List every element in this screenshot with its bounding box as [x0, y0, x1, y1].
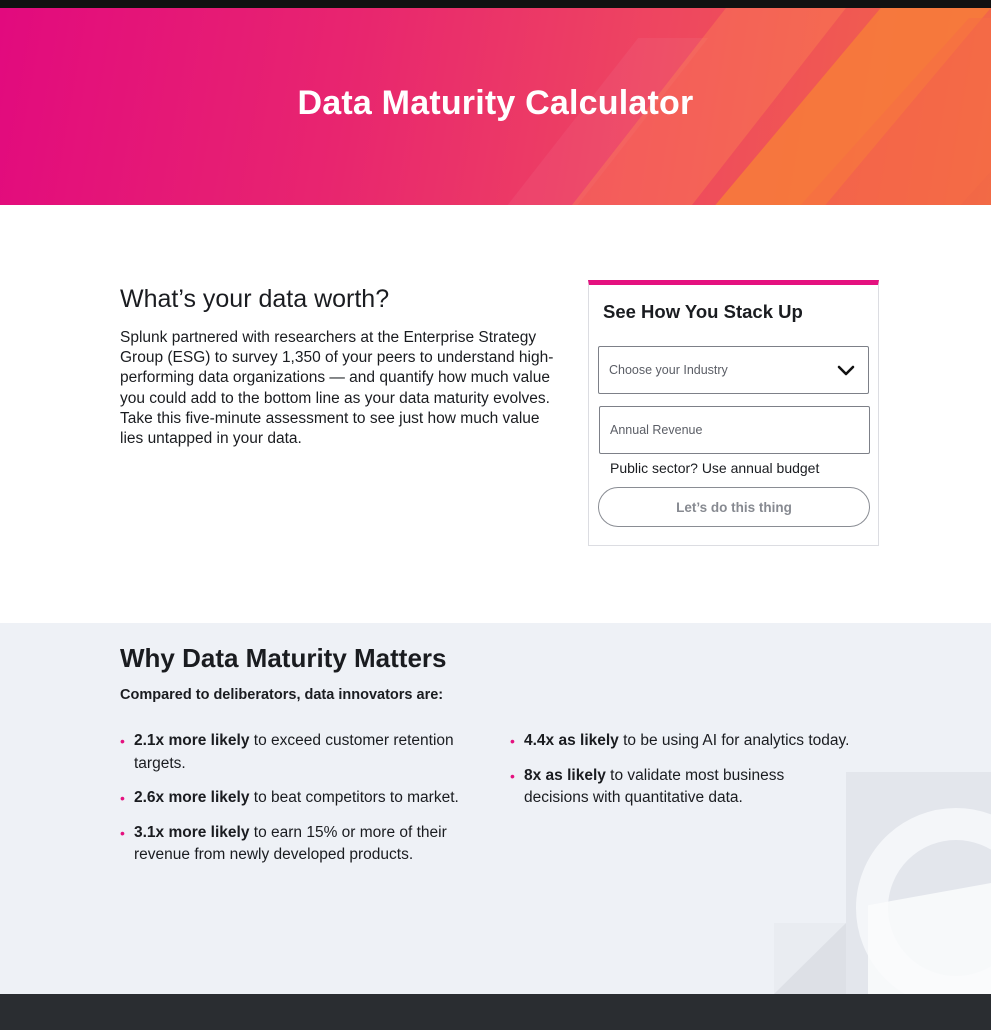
page-title: Data Maturity Calculator — [297, 84, 694, 122]
why-heading: Why Data Maturity Matters — [120, 643, 447, 673]
hero-banner — [0, 8, 991, 205]
annual-revenue-input[interactable] — [599, 406, 870, 454]
stack-up-form — [588, 280, 879, 546]
list-item: • 2.1x more likely to exceed customer retention targets. — [120, 732, 454, 772]
top-bar — [0, 0, 991, 8]
why-section — [0, 623, 991, 994]
bullet-icon: • — [510, 733, 515, 749]
list-item: • 4.4x as likely to be using AI for analytics today. — [510, 730, 850, 753]
public-sector-hint: Public sector? Use annual budget — [610, 460, 820, 476]
bullet-icon: • — [510, 767, 515, 784]
stats-list-left — [120, 730, 460, 879]
why-subheading: Compared to deliberators, data innovators are: — [120, 687, 444, 703]
list-item: • 2.6x more likely to beat competitors to market. — [120, 787, 460, 810]
bullet-icon: • — [120, 790, 125, 806]
bullet-icon: • — [120, 824, 125, 841]
form-title: See How You Stack Up — [603, 301, 803, 322]
list-item: • 8x as likely to validate most business decisions with quantitative data. — [510, 766, 785, 806]
footer-bar — [0, 994, 991, 1030]
stats-list-right — [510, 730, 850, 822]
industry-select-placeholder: Choose your Industry — [609, 363, 728, 377]
submit-button[interactable]: Let’s do this thing — [598, 487, 870, 527]
industry-select[interactable] — [598, 346, 869, 394]
bullet-icon: • — [120, 733, 125, 749]
intro-paragraph: Splunk partnered with researchers at the Enterprise Strategy Group (ESG) to survey 1,350 of your peers to understand high-performing data organizations — and quantify how much value you could add to the bottom line as your data maturity evolves. Take this five-minute assessment to see just how much value lies untapped in your data. — [120, 329, 554, 448]
background-decoration — [774, 923, 846, 994]
chevron-down-icon — [836, 360, 856, 380]
list-item: • 3.1x more likely to earn 15% or more of their revenue from newly developed products. — [120, 823, 447, 863]
intro-heading: What’s your data worth? — [120, 285, 390, 313]
